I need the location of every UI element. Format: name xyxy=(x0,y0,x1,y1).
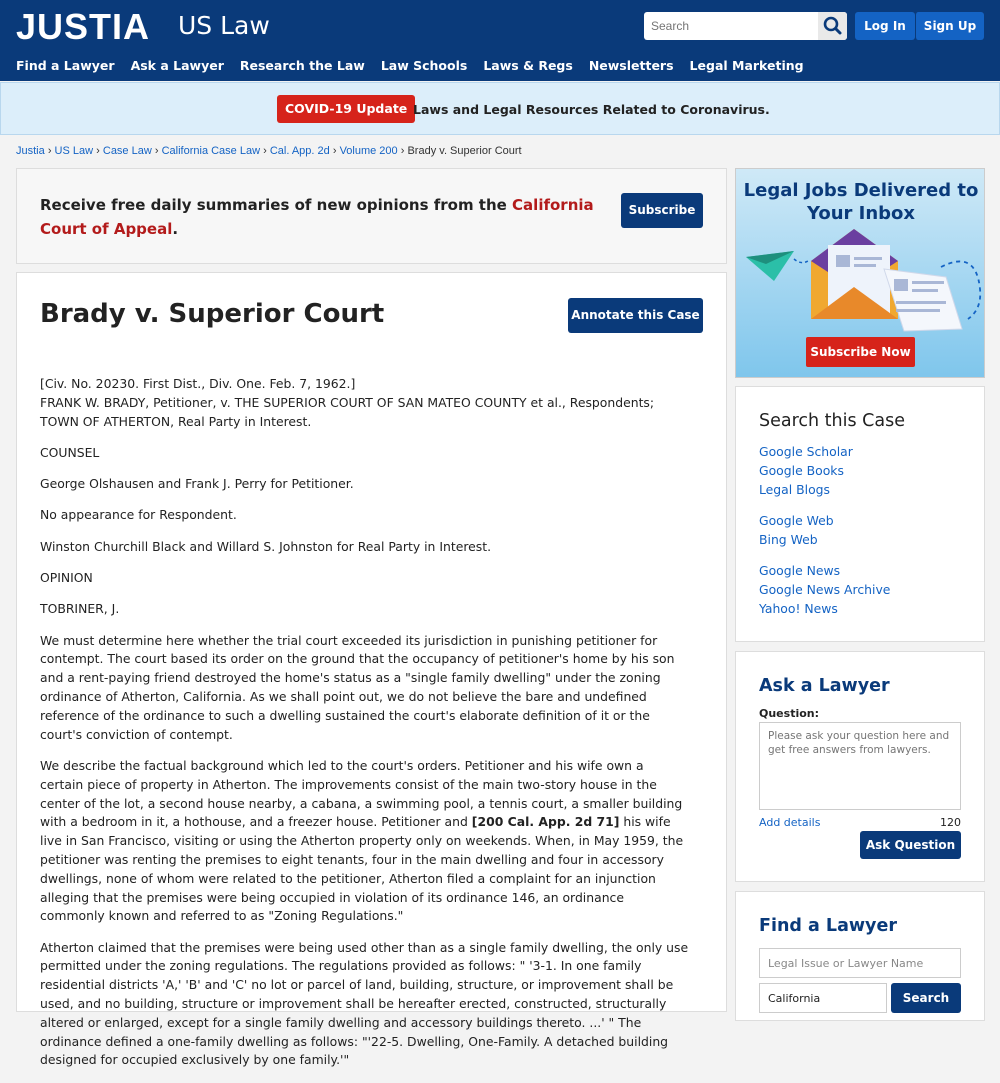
opinion-paragraph xyxy=(40,757,690,926)
character-counter: 120 xyxy=(940,816,961,829)
breadcrumb-us-law[interactable]: US Law xyxy=(54,145,94,157)
nav-laws-regs[interactable]: Laws & Regs xyxy=(483,58,573,73)
nav-find-lawyer[interactable]: Find a Lawyer xyxy=(16,58,115,73)
nav-legal-marketing[interactable]: Legal Marketing xyxy=(689,58,804,73)
breadcrumb-separator: › xyxy=(96,145,100,157)
opinion-judge: TOBRINER, J. xyxy=(40,601,120,617)
breadcrumb xyxy=(16,145,522,157)
summary-text xyxy=(40,193,610,241)
summary-court-link[interactable]: California Court of Appeal xyxy=(40,196,594,238)
search-this-case-panel xyxy=(735,386,985,642)
opinion-text: his wife live in San Francisco, visiting or using the Atherton property only on weekends. When, in May 1959, the petitioner was renting the premises to eight tenants, four in the main dwelling and four in accessory dwellings, none of whom were related to the petitioner, Atherton filed a complaint for an injunction alleging that the premises were being occupied in violation of its ordinance 146, an ordinance commonly known and referred to as "Zoning Regulations." xyxy=(40,814,684,924)
google-news-archive-link[interactable]: Google News Archive xyxy=(759,581,891,597)
subscribe-now-button[interactable]: Subscribe Now xyxy=(806,337,915,367)
breadcrumb-separator: › xyxy=(154,145,159,157)
legal-blogs-link[interactable]: Legal Blogs xyxy=(759,481,830,497)
bing-web-link[interactable]: Bing Web xyxy=(759,531,818,547)
opinion-heading: OPINION xyxy=(40,570,93,586)
header-search-input[interactable] xyxy=(644,12,818,40)
case-citation: [Civ. No. 20230. First Dist., Div. One. Feb. 7, 1962.] xyxy=(40,376,356,391)
logo-subtitle[interactable]: US Law xyxy=(178,11,270,40)
google-scholar-link[interactable]: Google Scholar xyxy=(759,444,853,459)
breadcrumb-current: Brady v. Superior Court xyxy=(407,145,522,157)
breadcrumb-separator: › xyxy=(263,145,267,157)
breadcrumb-separator: › xyxy=(47,145,52,157)
nav-research-law[interactable]: Research the Law xyxy=(239,58,365,73)
annotate-case-button[interactable]: Annotate this Case xyxy=(568,298,703,333)
opinion-paragraph: We must determine here whether the trial court exceeded its jurisdiction in punishing petitioner for contempt. The court based its order on the ground that the occupancy of petitioner's home by his son and a rent-paying friend destroyed the home's status as a "single family dwelling" under the zoning ordinance of Atherton, California. As we shall point out, we do not believe the bare and undefined reference of the ordinance to such a dwelling sustained the court's elaborate definition of it or the court's conviction of contempt. xyxy=(40,632,675,742)
legal-jobs-ad[interactable] xyxy=(735,168,985,378)
login-button[interactable]: Log In xyxy=(855,12,915,40)
lawyer-search-button[interactable]: Search xyxy=(891,983,961,1013)
find-a-lawyer-title: Find a Lawyer xyxy=(759,916,897,936)
newsletter-summary-panel xyxy=(16,168,727,264)
counsel-real-party: Winston Churchill Black and Willard S. Johnston for Real Party in Interest. xyxy=(40,538,492,554)
page-citation: [200 Cal. App. 2d 71] xyxy=(471,814,620,830)
yahoo-news-link[interactable]: Yahoo! News xyxy=(759,600,838,616)
search-links-group-2 xyxy=(759,512,834,550)
subscribe-button[interactable]: Subscribe xyxy=(621,193,703,228)
search-links-group-3 xyxy=(759,562,890,618)
opinion-text: We describe the factual background which led to the court's orders. Petitioner and his wife own a certain piece of property in Atherton. The improvements consist of the main two-story house in the center of the lot, a second house nearby, a cabana, a swimming pool, a tennis court, a smaller building with a bedroom in it, a hothouse, and a freezer house. Petitioner and xyxy=(40,757,683,830)
legal-issue-input[interactable]: Legal Issue or Lawyer Name xyxy=(759,948,961,978)
google-books-link[interactable]: Google Books xyxy=(759,462,844,478)
counsel-petitioner: George Olshausen and Frank J. Perry for Petitioner. xyxy=(40,476,354,492)
justia-logo[interactable]: JUSTIA xyxy=(16,6,151,47)
nav-newsletters[interactable]: Newsletters xyxy=(588,58,674,73)
covid-badge[interactable]: COVID-19 Update xyxy=(277,95,415,123)
breadcrumb-california-case-law[interactable]: California Case Law xyxy=(161,145,261,157)
breadcrumb-case-law[interactable]: Case Law xyxy=(102,145,152,157)
breadcrumb-separator: › xyxy=(400,145,405,157)
nav-ask-lawyer[interactable]: Ask a Lawyer xyxy=(130,58,224,73)
question-label: Question: xyxy=(759,707,820,720)
case-title: Brady v. Superior Court xyxy=(40,299,385,329)
breadcrumb-justia[interactable]: Justia xyxy=(16,145,45,157)
question-textarea[interactable] xyxy=(759,722,961,810)
ask-a-lawyer-title: Ask a Lawyer xyxy=(759,676,890,696)
summary-text-after: . xyxy=(172,220,179,238)
counsel-heading: COUNSEL xyxy=(40,444,100,460)
breadcrumb-cal-app-2d[interactable]: Cal. App. 2d xyxy=(269,145,330,157)
search-links-group-1 xyxy=(759,443,853,499)
covid-text[interactable]: Laws and Legal Resources Related to Coronavirus. xyxy=(413,102,770,117)
google-news-link[interactable]: Google News xyxy=(759,563,841,578)
covid-banner xyxy=(0,82,1000,135)
summary-text-before: Receive free daily summaries of new opinions from the xyxy=(40,196,513,214)
case-body xyxy=(40,375,690,1083)
search-this-case-title: Search this Case xyxy=(759,411,906,431)
case-parties: FRANK W. BRADY, Petitioner, v. THE SUPERIOR COURT OF SAN MATEO COUNTY et al., Respondents; TOWN OF ATHERTON, Real Party in Interest. xyxy=(40,394,655,429)
breadcrumb-volume-200[interactable]: Volume 200 xyxy=(339,145,398,157)
find-a-lawyer-panel xyxy=(735,891,985,1021)
google-web-link[interactable]: Google Web xyxy=(759,513,834,528)
counsel-respondent: No appearance for Respondent. xyxy=(40,507,237,523)
site-header xyxy=(0,0,1000,81)
ad-title[interactable]: Legal Jobs Delivered to Your Inbox xyxy=(743,180,979,224)
add-details-link[interactable]: Add details xyxy=(759,816,821,829)
case-panel xyxy=(16,272,727,1068)
nav-law-schools[interactable]: Law Schools xyxy=(380,58,468,73)
breadcrumb-separator: › xyxy=(332,145,337,157)
search-icon xyxy=(818,12,847,40)
ask-question-button[interactable]: Ask Question xyxy=(860,831,961,859)
opinion-paragraph: Atherton claimed that the premises were being used other than as a single family dwelling, the only use permitted under the zoning regulations. The regulations provided as follows: " '3-1. In one family residential districts 'A,' 'B' and 'C' no lot or parcel of land, building, structure, or improvement shall be used, and no building, structure or improvement shall be hereafter erected, constructed, structurally altered or enlarged, except for a single family dwelling and accessory buildings thereto. ...' " The ordinance defined a one-family dwelling as follows: "'22-5. Dwelling, One-Family. A detached building designed for occupied exclusively by one family.'" xyxy=(40,939,689,1068)
main-nav xyxy=(16,58,804,73)
header-search xyxy=(644,12,847,40)
header-search-button[interactable] xyxy=(818,12,847,40)
ask-a-lawyer-panel xyxy=(735,651,985,882)
signup-button[interactable]: Sign Up xyxy=(915,12,984,40)
location-input[interactable]: California xyxy=(759,983,887,1013)
